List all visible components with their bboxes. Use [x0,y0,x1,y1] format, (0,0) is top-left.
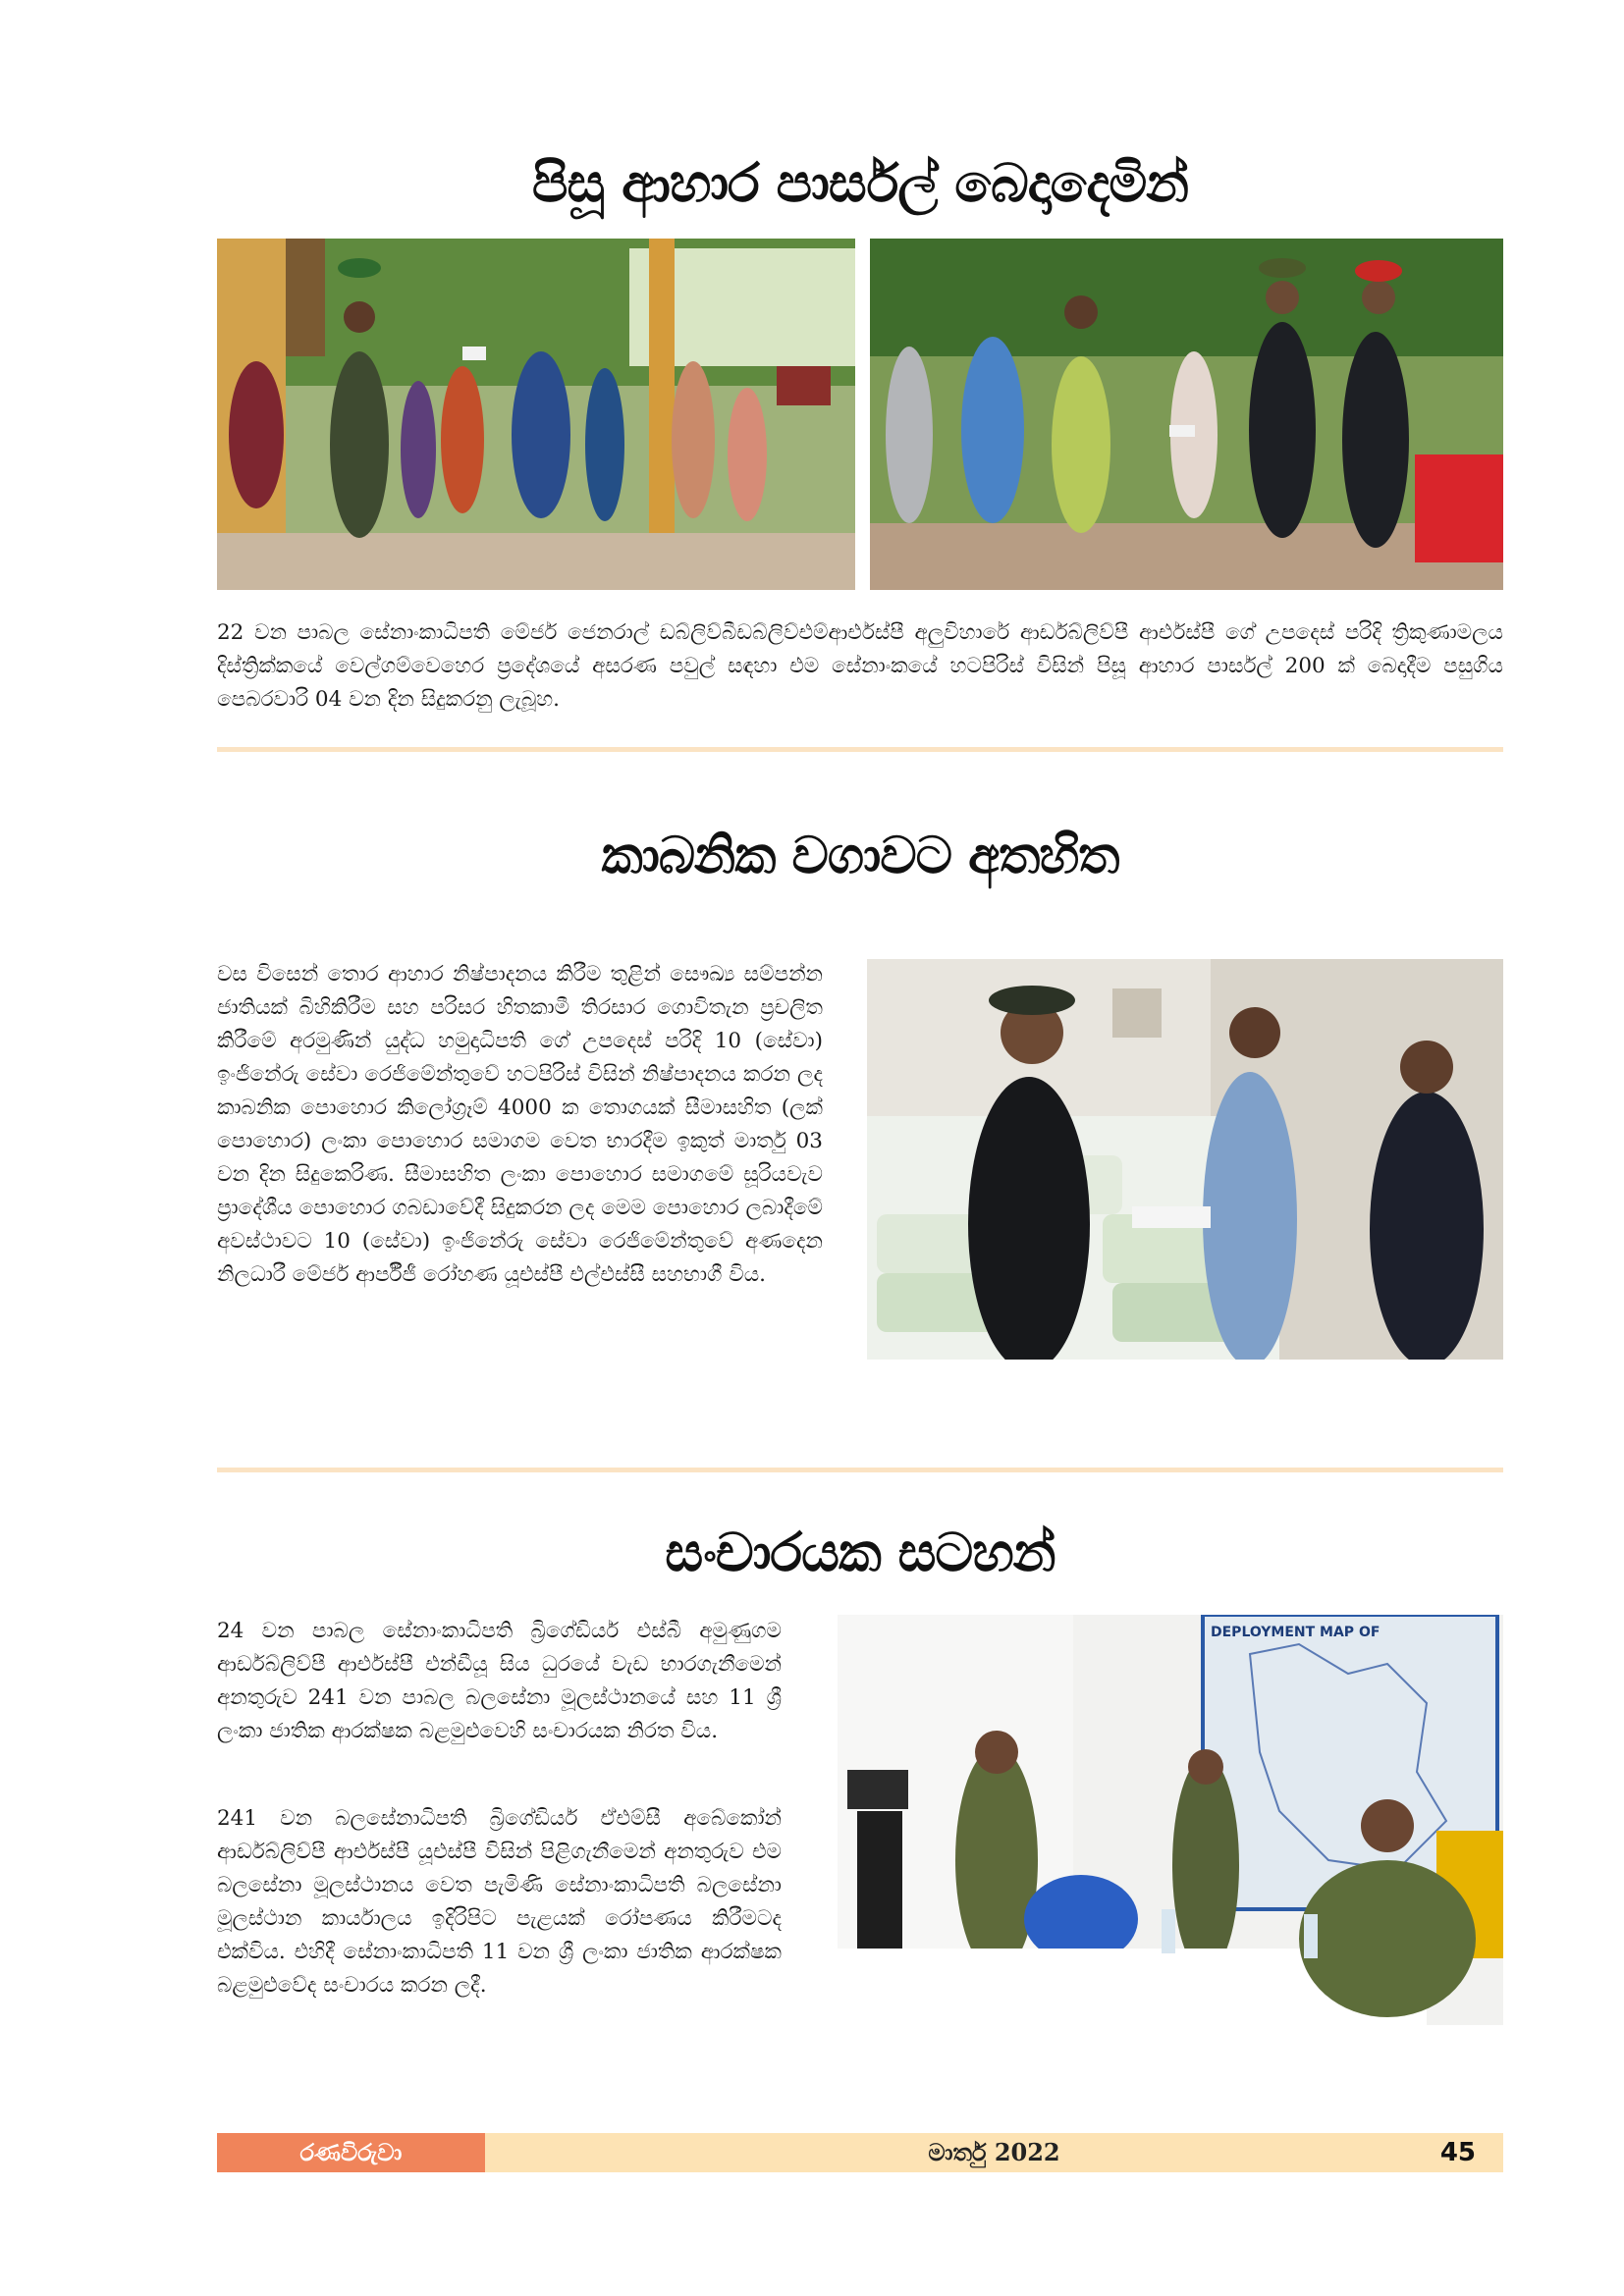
section3-body-paragraph-1: 24 වන පාබල සේනාංකාධිපති බ්‍රිගේඩියර් එස්බී අමුණුගම ආර්ඩබ්ලිව්පී ආර්එස්පී එන්ඩීයූ සිය ධුරයේ වැඩ භාරගැනීමෙන් අනතුරුව 241 වන පාබල බලසේනා මූලස්ථානයේ සහ 11 ශ්‍රී ලංකා ජාතික ආරක්ෂක බළමුළුවෙහි සංචාරයක නිරත විය. [217,1619,782,1743]
section2-body: වස විසෙන් තොර ආහාර නිෂ්පාදනය කිරීම තුළින් සෞඛ්‍ය සම්පන්න ජාතියක් බිහිකිරීම සහ පරිසර හිතකාමී තිරසාර ගොවිතැන ප්‍රචලිත කිරීමේ අරමුණින් යුද්ධ හමුදාධිපති ගේ උපදෙස් පරිදි 10 (සේවා) ඉංජිනේරු සේවා රෙජිමේන්තුවේ හටපිරිස් විසින් නිෂ්පාදනය කරන ලද කාබනික පොහොර කිලෝග්‍රෑම් 4000 ක තොගයක් සීමාසහිත (ලක් පොහොර) ලංකා පොහොර සමාගම වෙත භාරදීම ඉකුත් මාර්තු 03 වන දින සිදුකෙරිණ. සීමාසහිත ලංකා පොහොර සමාගමේ සූරියවැව ප්‍රාදේශීය පොහොර ගබඩාවේදී සිදුකරන ලද මෙම පොහොර ලබාදීමේ අවස්ථාවට 10 (සේවා) ඉංජිනේරු සේවා රෙජිමේන්තුවේ අණදෙන නිලධාරී මේජර් ආර්පීජී රෝහණ යූඑස්පී එල්එස්සී සහභාගී විය. [217,962,823,1287]
food-distribution-photo-2 [870,239,1503,590]
footer-bar [485,2133,1503,2172]
page-footer [217,2133,1503,2172]
section3-body-paragraph-2: 241 වන බලසේනාධිපති බ්‍රිගේඩියර් ඒඑම්සී අබේකෝන් ආර්ඩබ්ලිව්පී ආර්එස්පී යූඑස්පී විසින් පිළිගැනීමෙන් අනතුරුව එම බලසේනා මූලස්ථානය වෙත පැමිණි සේනාංකාධිපති බලසේනා මූලස්ථාන කාර්යාලය ඉදිරිපිට පැළයක් රෝපණය කිරීමටද එක්විය. එහිදී සේනාංකාධිපති 11 වන ශ්‍රී ලංකා ජාතික ආරක්ෂක බළමුළුවේද සංචාරය කරන ලදී. [217,1806,782,1998]
section-divider-2 [217,1468,1503,1472]
section1-title: පිසූ ආහාර පාර්සල් බෙදාදෙමින් [531,152,1189,214]
section-divider-1 [217,747,1503,752]
magazine-name: රණවිරුවා [217,2133,485,2172]
food-distribution-photo-1 [217,239,855,590]
section1-body: 22 වන පාබල සේනාංකාධිපති මේජර් ජෙනරාල් ඩබ්ලිව්බීඩබ්ලිව්එම්ආර්එස්පී අලුවිහාරේ ආර්ඩබ්ලිව්පී ආර්එස්පී ගේ උපදෙස් පරිදි ත්‍රිකුණාමලය දිස්ත්‍රික්කයේ වෙල්ගම්වෙහෙර ප්‍රදේශයේ අසරණ පවුල් සඳහා එම සේනාංකයේ හටපිරිස් විසින් පිසූ ආහාර පාර්සල් 200 ක් බෙදාදීම පසුගිය පෙබරවාරි 04 වන දින සිදුකරනු ලැබූහ. [217,620,1503,712]
section2-title: කාබනික වගාවට අතහිත [601,827,1119,885]
fertilizer-handover-photo [867,959,1503,1360]
issue-date: මාර්තු 2022 [928,2138,1060,2166]
page-number: 45 [1439,2138,1476,2167]
brigade-visit-photo [838,1615,1503,2025]
section3-title: සංචාරයක සටහන් [665,1522,1056,1583]
map-caption: DEPLOYMENT MAP OF [1211,1625,1380,1640]
